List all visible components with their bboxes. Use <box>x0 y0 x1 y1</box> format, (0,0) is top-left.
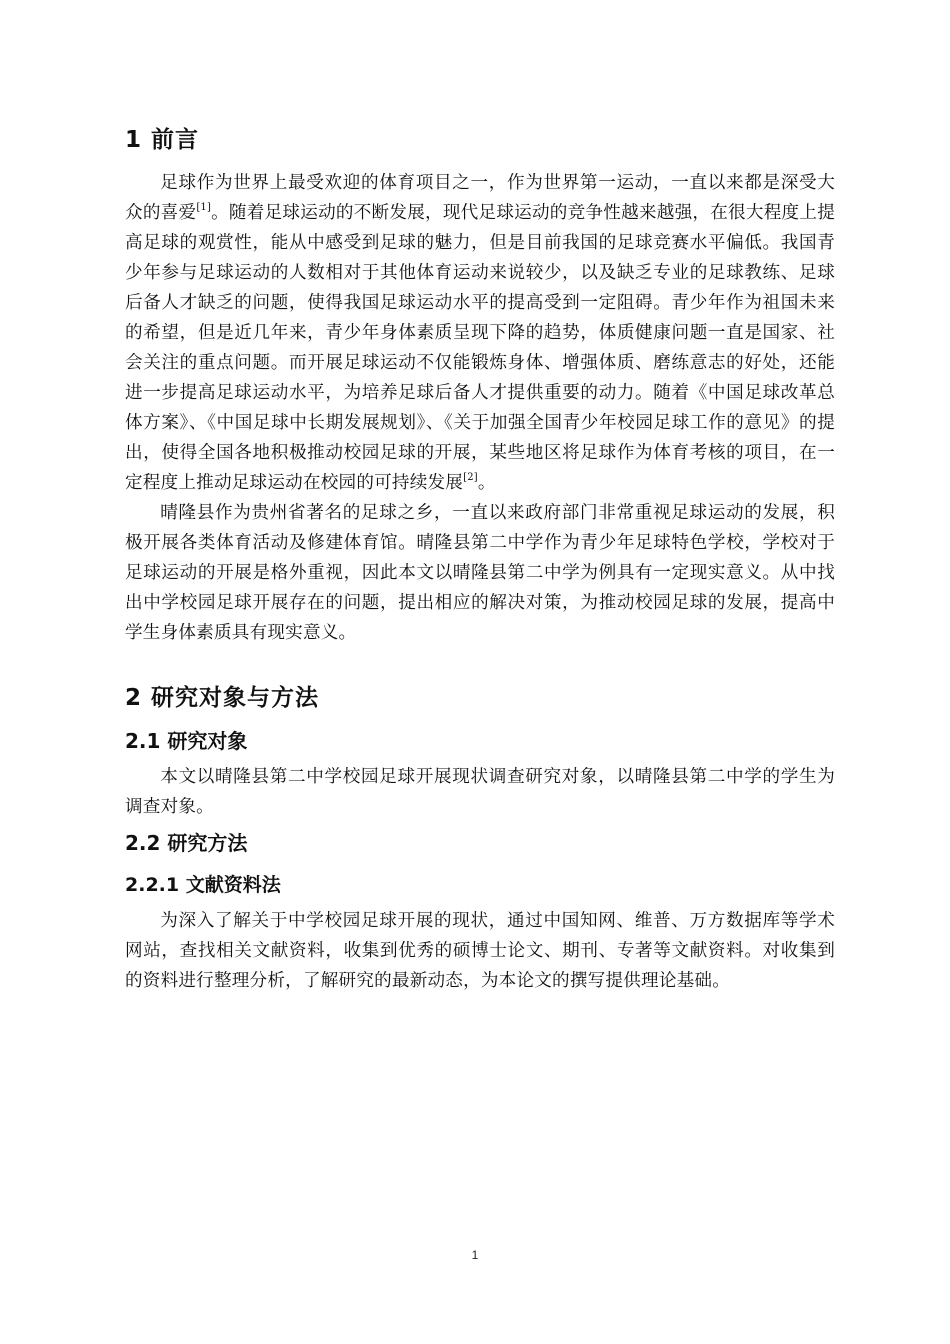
citation-2: [2] <box>463 472 478 483</box>
page-content <box>125 118 835 996</box>
citation-1: [1] <box>196 202 212 213</box>
page-number: 1 <box>471 1248 479 1262</box>
section-heading-intro: 1 前言 <box>125 127 200 153</box>
spacer <box>125 648 835 676</box>
intro-paragraph-2: 晴隆县作为贵州省著名的足球之乡，一直以来政府部门非常重视足球运动的发展，积极开展各类体育活动及修建体育馆。晴隆县第二中学作为青少年足球特色学校，学校对于足球运动的开展是格外重视，因此本文以晴隆县第二中学为例具有一定现实意义。从中找出中学校园足球开展存在的问题，提出相应的解决对策，为推动校园足球的发展，提高中学生身体素质具有现实意义。 <box>125 503 835 643</box>
subsubsection-heading-literature: 2.2.1 文献资料法 <box>125 874 281 896</box>
intro-paragraph-1-part-b: 。随着足球运动的不断发展，现代足球运动的竞争性越来越强，在很大程度上提高足球的观赏性，能从中感受到足球的魅力，但是目前我国的足球竞赛水平偏低。我国青少年参与足球运动的人数相对于其他体育运动来说较少，以及缺乏专业的足球教练、足球后备人才缺乏的问题，使得我国足球运动水平的提高受到一定阻碍。青少年作为祖国未来的希望，但是近几年来，青少年身体素质呈现下降的趋势，体质健康问题一直是国家、社会关注的重点问题。而开展足球运动不仅能锻炼身体、增强体质、磨练意志的好处，还能进一步提高足球运动水平，为培养足球后备人才提供重要的动力。随着《中国足球改革总体方案》、《中国足球中长期发展规划》、《关于加强全国青少年校园足球工作的意见》的提出，使得全国各地积极推动校园足球的开展，某些地区将足球作为体育考核的项目，在一定程度上推动足球运动在校园的可持续发展 <box>125 203 835 493</box>
literature-paragraph: 为深入了解关于中学校园足球开展的现状，通过中国知网、维普、万方数据库等学术网站，查找相关文献资料，收集到优秀的硕博士论文、期刊、专著等文献资料。对收集到的资料进行整理分析，了解研究的最新动态，为本论文的撰写提供理论基础。 <box>125 911 835 991</box>
research-object-paragraph: 本文以晴隆县第二中学校园足球开展现状调查研究对象，以晴隆县第二中学的学生为调查对象。 <box>125 767 835 817</box>
intro-paragraph-1-part-a: 足球作为世界上最受欢迎的体育项目之一，作为世界第一运动，一直以来都是深受大众的喜爱 <box>125 173 835 223</box>
intro-paragraph-1-part-c: 。 <box>477 473 496 493</box>
subsection-heading-research-method: 2.2 研究方法 <box>125 831 248 855</box>
section-heading-methods: 2 研究对象与方法 <box>125 685 320 711</box>
intro-paragraph-1 <box>125 168 835 498</box>
subsection-heading-research-object: 2.1 研究对象 <box>125 729 248 753</box>
